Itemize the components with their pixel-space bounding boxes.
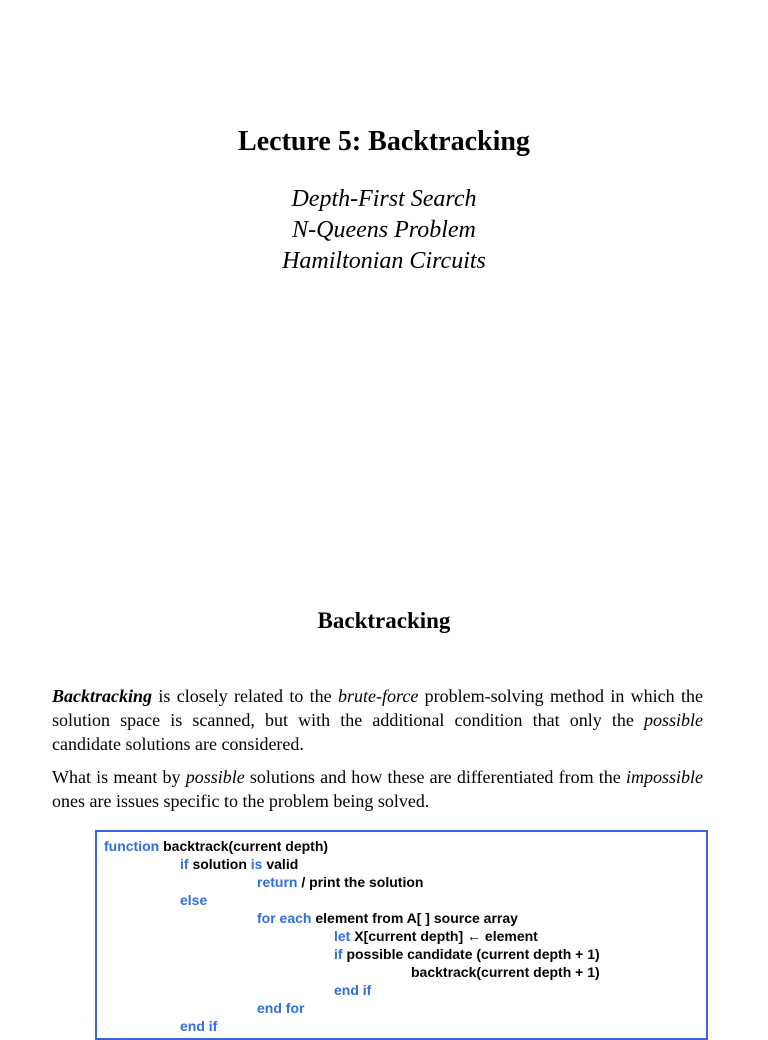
code-line-end-if-outer [180,1017,217,1035]
subtitle-item: Hamiltonian Circuits [282,248,486,274]
code-line-if-candidate [334,945,600,963]
code-line-let [334,927,538,945]
paragraph-text: problem-solving method in which the solution space is scanned, but with the additional condition that only the [52,686,703,730]
code-keyword: is [250,856,263,872]
term-backtracking: Backtracking [52,686,153,706]
code-text: backtrack(current depth) [159,838,329,854]
code-text: solution [188,856,251,872]
term-impossible: impossible [625,767,703,787]
paragraph-text: candidate solutions are considered. [52,734,304,754]
code-text: X[current depth] ← element [350,928,538,944]
code-text: possible candidate (current depth + 1) [342,946,600,962]
code-keyword: if [180,856,189,872]
code-line-function [104,837,328,855]
code-keyword: end if [180,1018,218,1034]
term-possible: possible [643,710,703,730]
code-text: backtrack(current depth + 1) [411,964,600,980]
subtitle-list [0,184,768,277]
code-line-else [180,891,207,909]
code-text: valid [262,856,299,872]
code-keyword: let [334,928,351,944]
code-line-for-each [257,909,518,927]
subtitle-item: Depth-First Search [291,186,477,212]
paragraph-text: solutions and how these are differentiated from the [244,767,626,787]
code-line-recursive-call [411,963,600,981]
paragraph-definition [52,684,703,756]
code-keyword: if [334,946,343,962]
code-keyword: for each [257,910,312,926]
paragraph-text: What is meant by [52,767,186,787]
code-keyword: else [180,892,208,908]
code-keyword: function [104,838,160,854]
code-line-end-if-inner [334,981,371,999]
code-line-if-valid [180,855,298,873]
page-title: Lecture 5: Backtracking [238,126,530,157]
subtitle-item: N-Queens Problem [292,217,476,243]
code-keyword: end for [257,1000,305,1016]
code-keyword: end if [334,982,372,998]
paragraph-text: ones are issues specific to the problem being solved. [52,791,430,811]
code-text: element from A[ ] source array [311,910,518,926]
code-line-end-for [257,999,304,1017]
section-heading: Backtracking [317,608,451,633]
term-possible: possible [185,767,245,787]
code-line-return [257,873,423,891]
paragraph-text: is closely related to the [152,686,339,706]
code-keyword: return [257,874,298,890]
paragraph-possible-solutions [52,765,703,813]
pseudocode-box [95,830,708,1040]
term-brute-force: brute-force [338,686,419,706]
code-text: / print the solution [297,874,424,890]
